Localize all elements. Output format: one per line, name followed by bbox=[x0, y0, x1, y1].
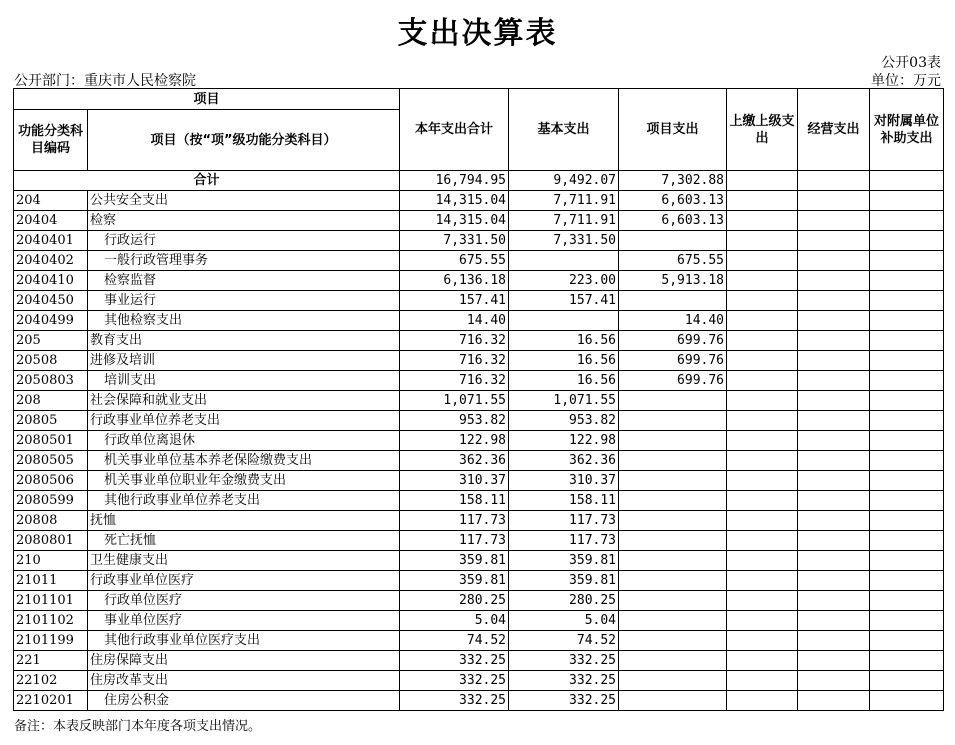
cell-business bbox=[798, 431, 870, 451]
cell-name: 公共安全支出 bbox=[88, 191, 400, 211]
cell-project bbox=[619, 671, 727, 691]
total-label: 合计 bbox=[14, 171, 400, 191]
cell-basic bbox=[509, 311, 619, 331]
cell-subsidy bbox=[870, 231, 944, 251]
table-row bbox=[14, 671, 944, 691]
cell-code: 2040450 bbox=[14, 291, 88, 311]
cell-name: 一般行政管理事务 bbox=[88, 251, 400, 271]
cell-project bbox=[619, 231, 727, 251]
cell-subsidy bbox=[870, 611, 944, 631]
cell-subsidy bbox=[870, 691, 944, 711]
cell-remit bbox=[727, 491, 798, 511]
cell-basic: 117.73 bbox=[509, 531, 619, 551]
cell-total: 74.52 bbox=[400, 631, 509, 651]
cell-business bbox=[798, 331, 870, 351]
cell-basic: 953.82 bbox=[509, 411, 619, 431]
cell-project bbox=[619, 531, 727, 551]
cell-basic: 158.11 bbox=[509, 491, 619, 511]
cell-name: 事业运行 bbox=[88, 291, 400, 311]
table-row bbox=[14, 291, 944, 311]
cell-subsidy bbox=[870, 591, 944, 611]
total-business bbox=[798, 171, 870, 191]
cell-name: 教育支出 bbox=[88, 331, 400, 351]
cell-remit bbox=[727, 251, 798, 271]
cell-total: 675.55 bbox=[400, 251, 509, 271]
cell-remit bbox=[727, 671, 798, 691]
cell-name: 行政事业单位医疗 bbox=[88, 571, 400, 591]
cell-remit bbox=[727, 591, 798, 611]
cell-business bbox=[798, 511, 870, 531]
cell-subsidy bbox=[870, 251, 944, 271]
cell-subsidy bbox=[870, 191, 944, 211]
cell-total: 14.40 bbox=[400, 311, 509, 331]
unit-label: 单位：万元 bbox=[871, 73, 941, 89]
cell-code: 210 bbox=[14, 551, 88, 571]
cell-project bbox=[619, 691, 727, 711]
cell-remit bbox=[727, 391, 798, 411]
cell-remit bbox=[727, 371, 798, 391]
cell-basic: 16.56 bbox=[509, 331, 619, 351]
cell-subsidy bbox=[870, 531, 944, 551]
cell-subsidy bbox=[870, 371, 944, 391]
cell-project bbox=[619, 511, 727, 531]
cell-business bbox=[798, 211, 870, 231]
cell-code: 205 bbox=[14, 331, 88, 351]
cell-subsidy bbox=[870, 291, 944, 311]
cell-subsidy bbox=[870, 431, 944, 451]
cell-code: 2080506 bbox=[14, 471, 88, 491]
cell-total: 7,331.50 bbox=[400, 231, 509, 251]
header-project: 项目支出 bbox=[619, 89, 727, 171]
cell-basic: 332.25 bbox=[509, 651, 619, 671]
cell-code: 21011 bbox=[14, 571, 88, 591]
cell-project bbox=[619, 391, 727, 411]
cell-business bbox=[798, 451, 870, 471]
cell-remit bbox=[727, 651, 798, 671]
table-row bbox=[14, 231, 944, 251]
cell-remit bbox=[727, 311, 798, 331]
cell-subsidy bbox=[870, 451, 944, 471]
cell-project bbox=[619, 651, 727, 671]
cell-remit bbox=[727, 191, 798, 211]
cell-project: 699.76 bbox=[619, 331, 727, 351]
cell-business bbox=[798, 391, 870, 411]
header-name: 项目（按“项”级功能分类科目） bbox=[88, 110, 400, 171]
cell-business bbox=[798, 591, 870, 611]
cell-remit bbox=[727, 451, 798, 471]
table-row bbox=[14, 451, 944, 471]
total-project: 7,302.88 bbox=[619, 171, 727, 191]
cell-business bbox=[798, 251, 870, 271]
cell-code: 221 bbox=[14, 651, 88, 671]
cell-name: 行政单位离退休 bbox=[88, 431, 400, 451]
cell-total: 332.25 bbox=[400, 671, 509, 691]
cell-remit bbox=[727, 211, 798, 231]
cell-total: 716.32 bbox=[400, 351, 509, 371]
table-row bbox=[14, 591, 944, 611]
cell-code: 22102 bbox=[14, 671, 88, 691]
header-total: 本年支出合计 bbox=[400, 89, 509, 171]
cell-basic: 223.00 bbox=[509, 271, 619, 291]
cell-project bbox=[619, 411, 727, 431]
table-row bbox=[14, 611, 944, 631]
cell-subsidy bbox=[870, 311, 944, 331]
cell-code: 20404 bbox=[14, 211, 88, 231]
total-amount: 16,794.95 bbox=[400, 171, 509, 191]
cell-project bbox=[619, 591, 727, 611]
cell-remit bbox=[727, 431, 798, 451]
cell-total: 14,315.04 bbox=[400, 191, 509, 211]
cell-remit bbox=[727, 691, 798, 711]
cell-name: 培训支出 bbox=[88, 371, 400, 391]
cell-remit bbox=[727, 531, 798, 551]
cell-code: 20808 bbox=[14, 511, 88, 531]
cell-total: 332.25 bbox=[400, 691, 509, 711]
cell-subsidy bbox=[870, 411, 944, 431]
cell-name: 其他行政事业单位医疗支出 bbox=[88, 631, 400, 651]
cell-code: 20805 bbox=[14, 411, 88, 431]
table-row bbox=[14, 271, 944, 291]
cell-basic: 74.52 bbox=[509, 631, 619, 651]
cell-code: 2210201 bbox=[14, 691, 88, 711]
cell-project: 699.76 bbox=[619, 371, 727, 391]
cell-project: 5,913.18 bbox=[619, 271, 727, 291]
cell-business bbox=[798, 471, 870, 491]
cell-project bbox=[619, 571, 727, 591]
cell-name: 其他检察支出 bbox=[88, 311, 400, 331]
cell-code: 2080599 bbox=[14, 491, 88, 511]
cell-name: 住房改革支出 bbox=[88, 671, 400, 691]
table-row bbox=[14, 431, 944, 451]
table-row bbox=[14, 311, 944, 331]
cell-project: 14.40 bbox=[619, 311, 727, 331]
header-code: 功能分类科目编码 bbox=[14, 110, 88, 171]
cell-remit bbox=[727, 511, 798, 531]
form-number: 公开03表 bbox=[881, 55, 941, 71]
cell-subsidy bbox=[870, 491, 944, 511]
cell-business bbox=[798, 531, 870, 551]
table-row bbox=[14, 351, 944, 371]
cell-total: 310.37 bbox=[400, 471, 509, 491]
cell-basic: 7,711.91 bbox=[509, 211, 619, 231]
cell-subsidy bbox=[870, 631, 944, 651]
cell-code: 2080801 bbox=[14, 531, 88, 551]
cell-code: 2101102 bbox=[14, 611, 88, 631]
table-row bbox=[14, 511, 944, 531]
cell-total: 117.73 bbox=[400, 511, 509, 531]
cell-remit bbox=[727, 571, 798, 591]
cell-business bbox=[798, 651, 870, 671]
cell-subsidy bbox=[870, 651, 944, 671]
cell-business bbox=[798, 311, 870, 331]
cell-total: 14,315.04 bbox=[400, 211, 509, 231]
cell-total: 362.36 bbox=[400, 451, 509, 471]
cell-total: 5.04 bbox=[400, 611, 509, 631]
cell-business bbox=[798, 191, 870, 211]
footnote: 备注：本表反映部门本年度各项支出情况。 bbox=[14, 719, 262, 734]
table-row bbox=[14, 651, 944, 671]
cell-business bbox=[798, 631, 870, 651]
cell-business bbox=[798, 351, 870, 371]
cell-basic: 359.81 bbox=[509, 551, 619, 571]
cell-project bbox=[619, 291, 727, 311]
cell-total: 332.25 bbox=[400, 651, 509, 671]
cell-business bbox=[798, 231, 870, 251]
cell-basic: 280.25 bbox=[509, 591, 619, 611]
cell-name: 抚恤 bbox=[88, 511, 400, 531]
cell-name: 行政单位医疗 bbox=[88, 591, 400, 611]
cell-total: 158.11 bbox=[400, 491, 509, 511]
cell-code: 208 bbox=[14, 391, 88, 411]
cell-basic: 7,331.50 bbox=[509, 231, 619, 251]
cell-total: 280.25 bbox=[400, 591, 509, 611]
cell-project: 675.55 bbox=[619, 251, 727, 271]
cell-code: 2040499 bbox=[14, 311, 88, 331]
cell-remit bbox=[727, 271, 798, 291]
cell-subsidy bbox=[870, 211, 944, 231]
cell-remit bbox=[727, 551, 798, 571]
cell-name: 进修及培训 bbox=[88, 351, 400, 371]
cell-name: 检察监督 bbox=[88, 271, 400, 291]
cell-name: 行政事业单位养老支出 bbox=[88, 411, 400, 431]
table-row bbox=[14, 471, 944, 491]
cell-subsidy bbox=[870, 671, 944, 691]
cell-subsidy bbox=[870, 271, 944, 291]
cell-name: 机关事业单位基本养老保险缴费支出 bbox=[88, 451, 400, 471]
table-row bbox=[14, 371, 944, 391]
cell-name: 社会保障和就业支出 bbox=[88, 391, 400, 411]
cell-remit bbox=[727, 231, 798, 251]
cell-total: 1,071.55 bbox=[400, 391, 509, 411]
cell-remit bbox=[727, 631, 798, 651]
cell-code: 204 bbox=[14, 191, 88, 211]
cell-remit bbox=[727, 331, 798, 351]
cell-code: 2080501 bbox=[14, 431, 88, 451]
cell-business bbox=[798, 411, 870, 431]
cell-code: 2040401 bbox=[14, 231, 88, 251]
table-row bbox=[14, 571, 944, 591]
header-remit: 上缴上级支出 bbox=[727, 89, 798, 171]
cell-subsidy bbox=[870, 351, 944, 371]
cell-basic: 157.41 bbox=[509, 291, 619, 311]
cell-remit bbox=[727, 291, 798, 311]
cell-basic: 332.25 bbox=[509, 691, 619, 711]
cell-total: 716.32 bbox=[400, 371, 509, 391]
department-label: 公开部门：重庆市人民检察院 bbox=[14, 73, 196, 89]
cell-code: 2040402 bbox=[14, 251, 88, 271]
cell-subsidy bbox=[870, 571, 944, 591]
header-project-group: 项目 bbox=[14, 89, 400, 110]
cell-basic: 310.37 bbox=[509, 471, 619, 491]
cell-project bbox=[619, 631, 727, 651]
cell-name: 住房公积金 bbox=[88, 691, 400, 711]
cell-project: 699.76 bbox=[619, 351, 727, 371]
cell-business bbox=[798, 611, 870, 631]
table-row bbox=[14, 191, 944, 211]
cell-subsidy bbox=[870, 471, 944, 491]
cell-business bbox=[798, 691, 870, 711]
total-subsidy bbox=[870, 171, 944, 191]
cell-total: 6,136.18 bbox=[400, 271, 509, 291]
cell-project: 6,603.13 bbox=[619, 211, 727, 231]
total-row bbox=[14, 171, 944, 191]
table-row bbox=[14, 551, 944, 571]
cell-basic: 5.04 bbox=[509, 611, 619, 631]
cell-name: 机关事业单位职业年金缴费支出 bbox=[88, 471, 400, 491]
cell-project: 6,603.13 bbox=[619, 191, 727, 211]
table-row bbox=[14, 331, 944, 351]
cell-name: 住房保障支出 bbox=[88, 651, 400, 671]
cell-basic: 16.56 bbox=[509, 351, 619, 371]
cell-total: 953.82 bbox=[400, 411, 509, 431]
cell-project bbox=[619, 551, 727, 571]
table-row bbox=[14, 251, 944, 271]
table-row bbox=[14, 491, 944, 511]
cell-project bbox=[619, 451, 727, 471]
cell-code: 2101101 bbox=[14, 591, 88, 611]
cell-subsidy bbox=[870, 391, 944, 411]
cell-code: 2050803 bbox=[14, 371, 88, 391]
cell-business bbox=[798, 271, 870, 291]
table-row bbox=[14, 691, 944, 711]
cell-total: 117.73 bbox=[400, 531, 509, 551]
cell-name: 行政运行 bbox=[88, 231, 400, 251]
cell-basic: 1,071.55 bbox=[509, 391, 619, 411]
cell-project bbox=[619, 491, 727, 511]
cell-code: 2101199 bbox=[14, 631, 88, 651]
header-business: 经营支出 bbox=[798, 89, 870, 171]
cell-basic: 16.56 bbox=[509, 371, 619, 391]
table-row bbox=[14, 411, 944, 431]
cell-basic: 117.73 bbox=[509, 511, 619, 531]
cell-basic bbox=[509, 251, 619, 271]
cell-name: 卫生健康支出 bbox=[88, 551, 400, 571]
table-row bbox=[14, 211, 944, 231]
cell-remit bbox=[727, 411, 798, 431]
cell-remit bbox=[727, 611, 798, 631]
cell-basic: 362.36 bbox=[509, 451, 619, 471]
page-title: 支出决算表 bbox=[397, 16, 558, 51]
cell-name: 检察 bbox=[88, 211, 400, 231]
cell-code: 2040410 bbox=[14, 271, 88, 291]
cell-business bbox=[798, 571, 870, 591]
cell-total: 716.32 bbox=[400, 331, 509, 351]
expenditure-table bbox=[13, 88, 944, 711]
cell-subsidy bbox=[870, 331, 944, 351]
cell-basic: 7,711.91 bbox=[509, 191, 619, 211]
header-basic: 基本支出 bbox=[509, 89, 619, 171]
table-row bbox=[14, 631, 944, 651]
table-row bbox=[14, 391, 944, 411]
cell-name: 其他行政事业单位养老支出 bbox=[88, 491, 400, 511]
cell-code: 20508 bbox=[14, 351, 88, 371]
cell-project bbox=[619, 611, 727, 631]
cell-total: 359.81 bbox=[400, 571, 509, 591]
cell-business bbox=[798, 491, 870, 511]
cell-project bbox=[619, 471, 727, 491]
cell-business bbox=[798, 371, 870, 391]
cell-name: 事业单位医疗 bbox=[88, 611, 400, 631]
header-subsidy: 对附属单位补助支出 bbox=[870, 89, 944, 171]
cell-total: 122.98 bbox=[400, 431, 509, 451]
cell-code: 2080505 bbox=[14, 451, 88, 471]
total-basic: 9,492.07 bbox=[509, 171, 619, 191]
cell-remit bbox=[727, 351, 798, 371]
cell-remit bbox=[727, 471, 798, 491]
total-remit bbox=[727, 171, 798, 191]
cell-basic: 332.25 bbox=[509, 671, 619, 691]
cell-subsidy bbox=[870, 551, 944, 571]
table-row bbox=[14, 531, 944, 551]
cell-business bbox=[798, 671, 870, 691]
cell-business bbox=[798, 291, 870, 311]
cell-business bbox=[798, 551, 870, 571]
cell-basic: 359.81 bbox=[509, 571, 619, 591]
cell-name: 死亡抚恤 bbox=[88, 531, 400, 551]
cell-project bbox=[619, 431, 727, 451]
cell-subsidy bbox=[870, 511, 944, 531]
cell-total: 359.81 bbox=[400, 551, 509, 571]
cell-total: 157.41 bbox=[400, 291, 509, 311]
cell-basic: 122.98 bbox=[509, 431, 619, 451]
